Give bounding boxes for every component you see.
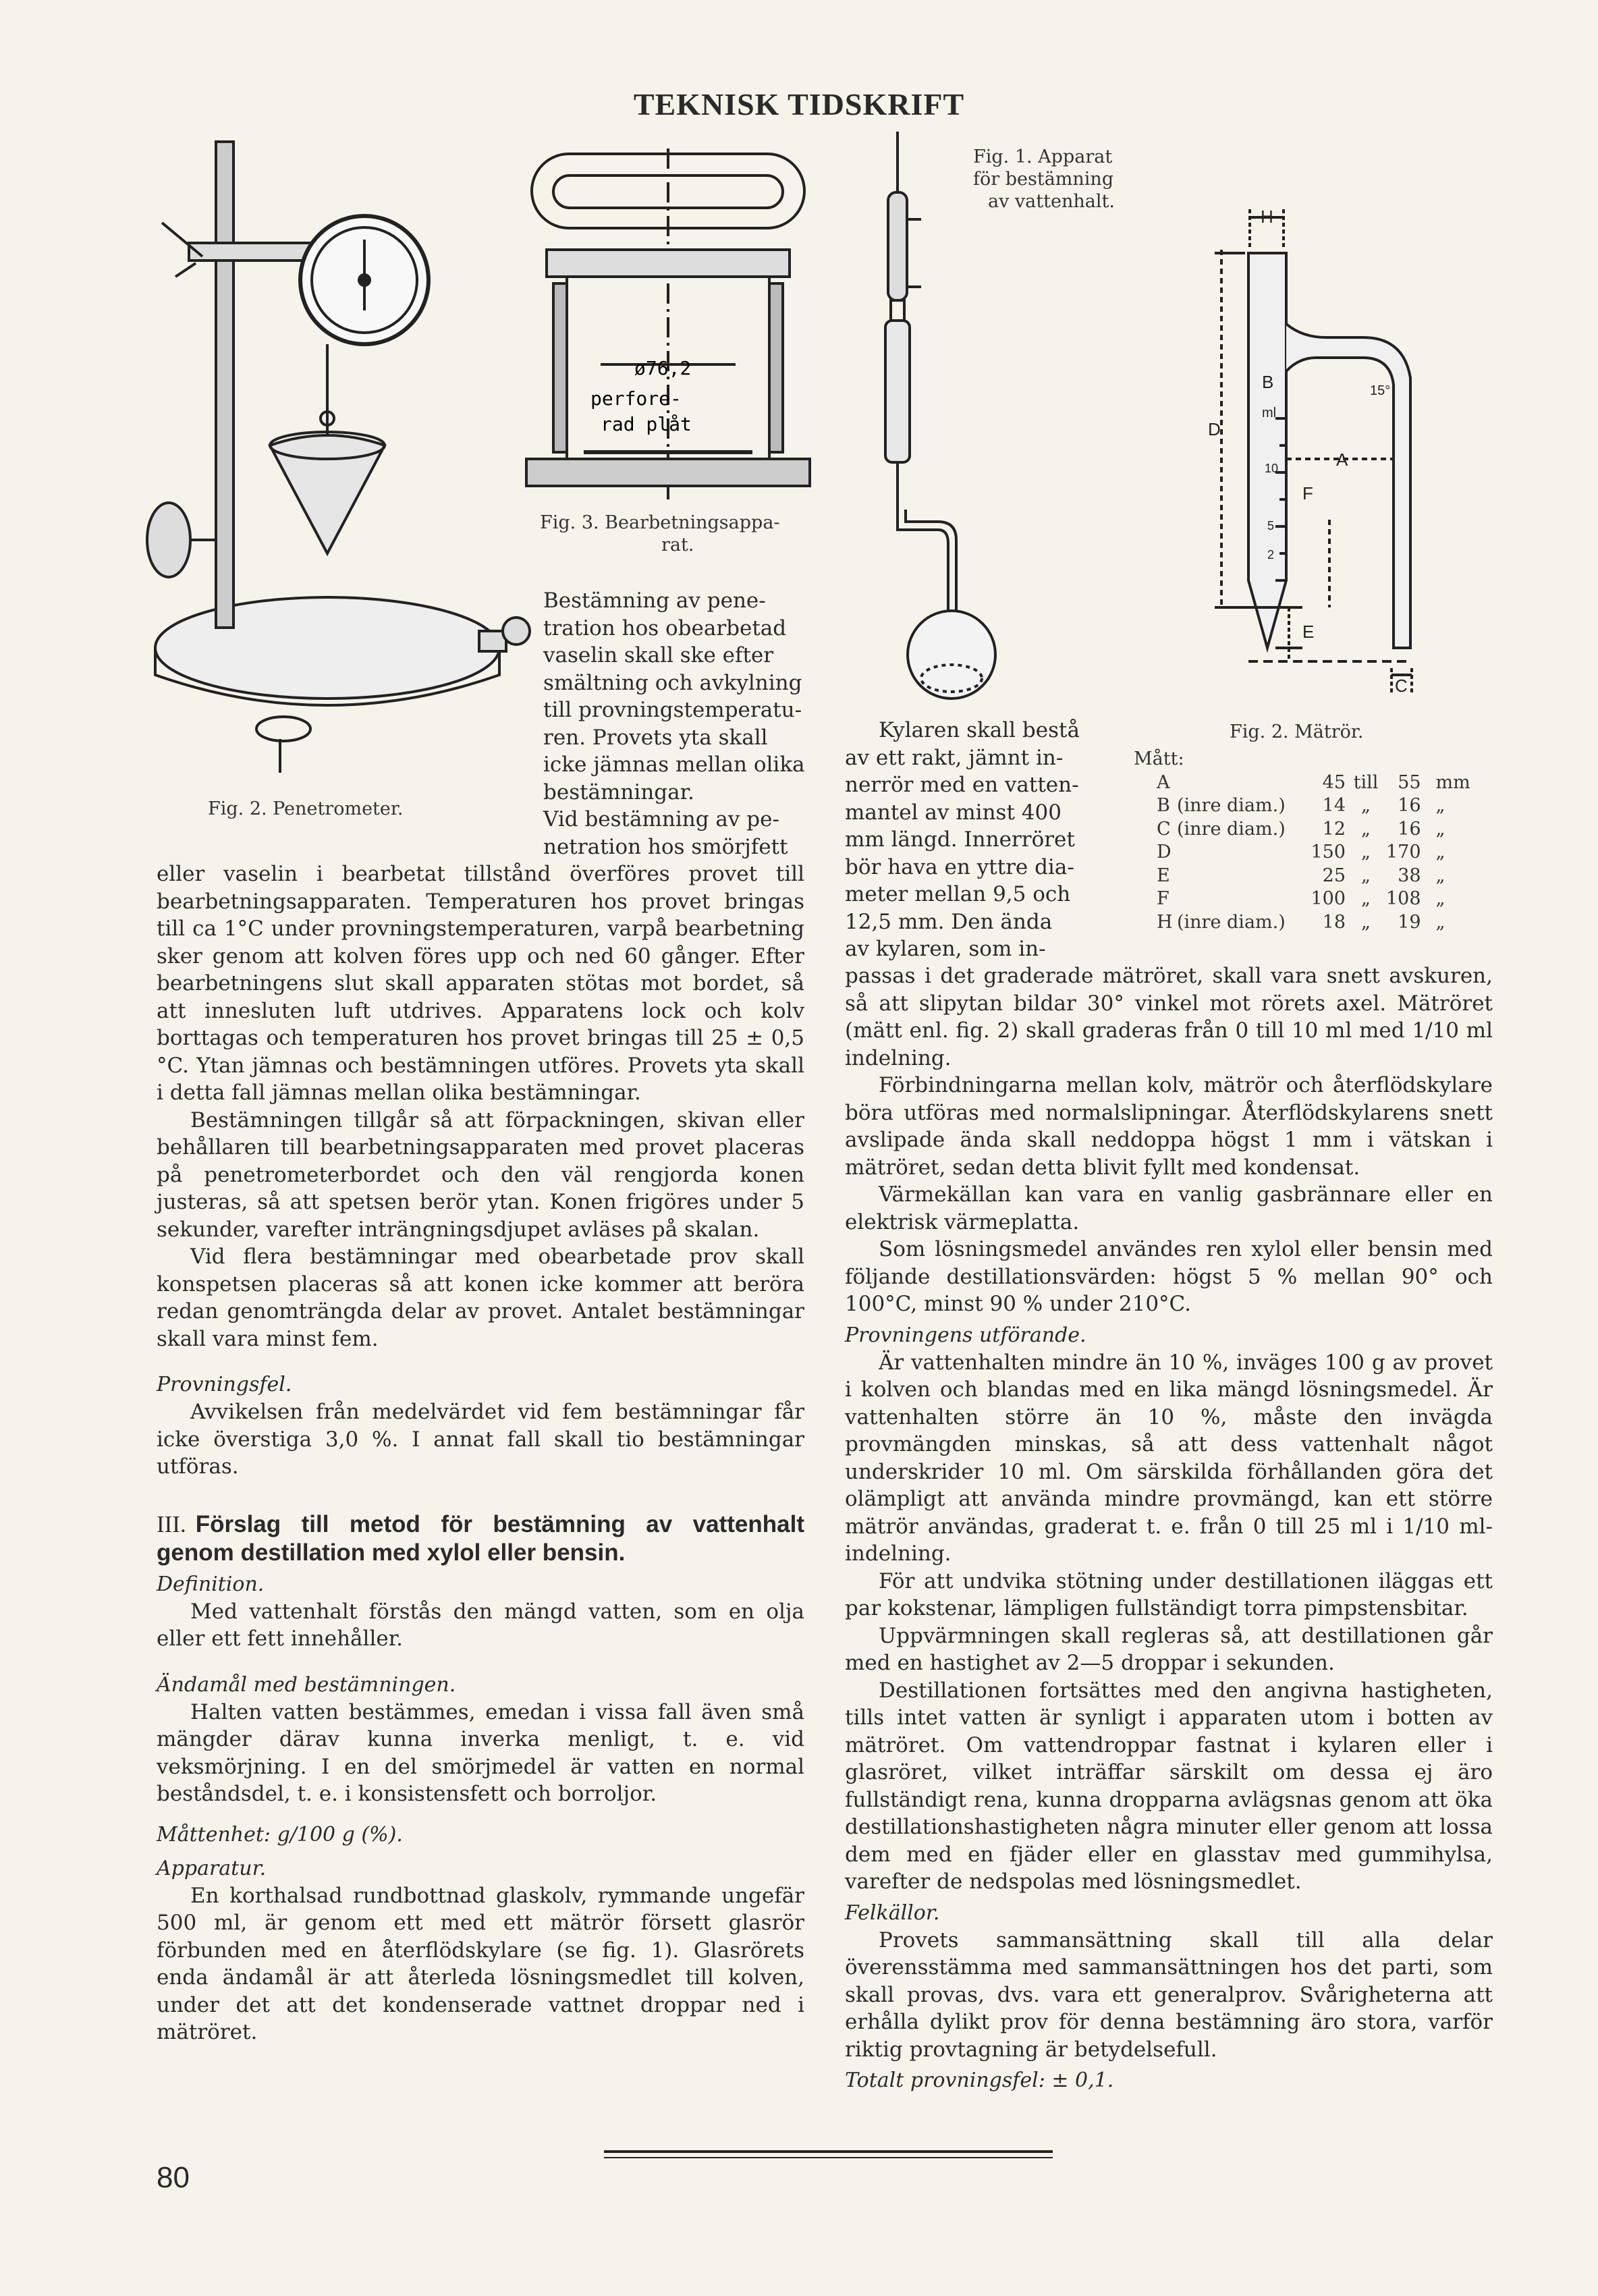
matt-sep: „ bbox=[1361, 865, 1371, 886]
matt-row bbox=[1157, 865, 1521, 888]
matror-label-2: 2 bbox=[1267, 548, 1275, 562]
matror-label-10: 10 bbox=[1265, 462, 1279, 475]
matt-note bbox=[1177, 841, 1292, 865]
fig1-caption-line-1: Fig. 1. Apparat bbox=[973, 146, 1113, 167]
footer-rule bbox=[604, 2150, 1053, 2153]
matt-row bbox=[1157, 911, 1521, 935]
matror-figure bbox=[1208, 202, 1451, 715]
bearbetningsapparat-figure bbox=[526, 148, 810, 499]
right-paragraph: Värmekällan kan vara en vanlig gasbrännare eller en elektrisk värmeplatta. bbox=[845, 1182, 1493, 1234]
left-narrow-text bbox=[543, 587, 810, 860]
left-narrow-line: Bestämning av pene- bbox=[543, 589, 766, 613]
matt-to: 38 bbox=[1398, 865, 1421, 886]
right-narrow-line: meter mellan 9,5 och bbox=[845, 882, 1071, 906]
matror-label-E: E bbox=[1302, 622, 1315, 642]
left-paragraph: Halten vatten bestämmes, emedan i vissa fall även små mängder därav kunna inverka menligt, t. e. vid veksmörjning. I en del smörjmedel är vatten en normal beståndsdel, t. e. i konsistensfett och borroljor. bbox=[157, 1699, 804, 1806]
penetrometer-figure bbox=[148, 135, 526, 783]
right-paragraph: Provets sammansättning skall till alla delar överensstämma med sammansättningen hos det parti, som skall provas, dvs. vara ett generalprov. Svårigheterna att erhålla dylikt prov för denna bestämning äro stora, varför riktig provtagning är betydelsefull. bbox=[845, 1928, 1493, 2062]
section-heading bbox=[157, 1510, 804, 1567]
matt-sep: „ bbox=[1361, 818, 1371, 840]
fig3-perf-label-1: perfore- bbox=[590, 387, 682, 410]
right-paragraph: passas i det graderade mätröret, skall vara snett avskuren, så att slipytan bildar 30° vinkel mot rörets axel. Mätröret (mätt enl. fig. 2) skall graderas från 0 till 10 ml med 1/10 ml indelning. bbox=[845, 964, 1493, 1070]
subheading-mattenhet: Måttenhet: g/100 g (%). bbox=[157, 1822, 403, 1847]
matt-unit: „ bbox=[1435, 818, 1445, 840]
matt-note bbox=[1177, 887, 1292, 911]
matror-label-D: D bbox=[1208, 419, 1221, 439]
matt-from: 45 bbox=[1322, 771, 1346, 793]
right-narrow-line: av kylaren, som in- bbox=[845, 937, 1046, 961]
subheading-apparatur: Apparatur. bbox=[157, 1856, 267, 1880]
subheading-provningens-utforande: Provningens utförande. bbox=[845, 1323, 1086, 1347]
subheading-definition: Definition. bbox=[157, 1572, 265, 1596]
matt-to: 55 bbox=[1398, 771, 1421, 793]
matt-key: F bbox=[1157, 888, 1169, 909]
fig2-caption: Fig. 2. Penetrometer. bbox=[208, 798, 404, 819]
matt-to: 170 bbox=[1386, 842, 1421, 863]
matror-label-A: A bbox=[1336, 449, 1348, 470]
matt-to: 16 bbox=[1398, 818, 1421, 840]
fig3-caption-line-2: rat. bbox=[661, 535, 694, 555]
right-paragraph: Förbindningarna mellan kolv, mätrör och återflödskylare böra utföras med normalslipningar. Återflödskylarens snett avslipade ända skall neddoppa högst 1 mm i vätskan i mätröret, sedan detta blivit fyllt med kondensat. bbox=[845, 1073, 1493, 1180]
fig1-caption-line-2: för bestämning bbox=[973, 169, 1114, 190]
left-narrow-line: till provningstemperatu- bbox=[543, 698, 802, 722]
matt-unit: „ bbox=[1435, 842, 1445, 863]
subheading-provningsfel: Provningsfel. bbox=[157, 1373, 292, 1396]
matt-unit: „ bbox=[1435, 865, 1445, 886]
fig3-perf-label-2: rad plåt bbox=[601, 413, 692, 435]
page-number: 80 bbox=[157, 2161, 190, 2194]
right-paragraph: Är vattenhalten mindre än 10 %, inväges 100 g av provet i kolven och blandas med en lika mängd lösningsmedel. Är vattenhalten större än 10 %, måste den invägda provmängden minskas, så att dess vattenhalt något underskrider 10 ml. Om särskilda förhållanden göra det olämpligt att använda mindre provmängd, kan ett större mätrör användas, graderat t. e. från 0 till 25 ml i 1/10 ml-indelning. bbox=[845, 1350, 1493, 1566]
matt-row bbox=[1157, 818, 1521, 842]
matt-unit: „ bbox=[1435, 911, 1445, 933]
matt-key: A bbox=[1157, 771, 1170, 793]
footer-rule-thin bbox=[604, 2157, 1053, 2158]
matt-title: Mått: bbox=[1134, 748, 1184, 769]
matt-key: E bbox=[1157, 865, 1170, 886]
matt-from: 18 bbox=[1322, 911, 1346, 933]
matror-label-H: H bbox=[1261, 207, 1273, 227]
destillation-apparatus-figure bbox=[871, 132, 1019, 705]
left-narrow-line: bestämningar. bbox=[543, 780, 694, 804]
left-paragraph: Vid flera bestämningar med obearbetade prov skall konspetsen placeras så att konen icke kommer att beröra redan genomträngda delar av provet. Antalet bestämningar skall vara minst fem. bbox=[157, 1245, 804, 1351]
matt-from: 25 bbox=[1322, 865, 1346, 886]
subheading-felkallor: Felkällor. bbox=[845, 1901, 940, 1925]
matror-label-B: B bbox=[1262, 372, 1274, 392]
right-narrow-text bbox=[845, 717, 1101, 963]
matt-row bbox=[1157, 771, 1521, 795]
matt-unit: „ bbox=[1435, 888, 1445, 909]
left-paragraph: Avvikelsen från medelvärdet vid fem bestämningar får icke överstiga 3,0 %. I annat fall skall tio bestämningar utföras. bbox=[157, 1400, 804, 1479]
right-narrow-line: av ett rakt, jämnt in- bbox=[845, 745, 1064, 770]
right-paragraph: För att undvika stötning under destillationen iläggas ett par kokstenar, lämpligen fullständigt torra pimpstensbitar. bbox=[845, 1568, 1493, 1620]
fig2b-caption: Fig. 2. Mätrör. bbox=[1230, 721, 1364, 742]
matror-label-5: 5 bbox=[1267, 519, 1275, 532]
matt-row bbox=[1157, 841, 1521, 865]
matt-note bbox=[1177, 865, 1292, 888]
right-narrow-line: 12,5 mm. Den ända bbox=[845, 909, 1053, 934]
matt-table bbox=[1134, 748, 1498, 934]
matt-key: B bbox=[1157, 795, 1170, 816]
right-column bbox=[845, 962, 1493, 2094]
right-paragraph: Uppvärmningen skall regleras så, att destillationen går med en hastighet av 2—5 droppar i sekunden. bbox=[845, 1623, 1493, 1675]
matt-from: 150 bbox=[1311, 842, 1346, 863]
matt-note: (inre diam.) bbox=[1177, 795, 1286, 816]
subheading-andamal: Ändamål med bestämningen. bbox=[157, 1672, 456, 1697]
section-number: III. bbox=[157, 1510, 186, 1537]
left-paragraph: Bestämningen tillgår så att förpackningen, skivan eller behållaren till bearbetningsapparaten med provet placeras på penetrometerbordet och den väl rengjorda konen justeras, så att spetsen berör ytan. Konen frigöres under 5 sekunder, varefter inträngningsdjupet avläses på skalan. bbox=[157, 1108, 804, 1242]
left-narrow-line: Vid bestämning av pe- bbox=[543, 807, 779, 831]
matror-label-C: C bbox=[1395, 676, 1408, 696]
fig3-caption-line-1: Fig. 3. Bearbetningsappa- bbox=[540, 512, 780, 533]
subheading-totalt-provningsfel: Totalt provningsfel: ± 0,1. bbox=[845, 2069, 1114, 2092]
matt-note: (inre diam.) bbox=[1177, 818, 1286, 840]
left-narrow-line: vaselin skall ske efter bbox=[543, 643, 774, 667]
matror-label-angle: 15° bbox=[1370, 383, 1391, 398]
left-column bbox=[157, 860, 804, 2046]
left-narrow-line: ren. Provets yta skall bbox=[543, 725, 768, 750]
matt-unit: mm bbox=[1435, 771, 1470, 793]
right-narrow-line: nerrör med en vatten- bbox=[845, 773, 1079, 797]
left-paragraph: En korthalsad rundbottnad glaskolv, rymmande ungefär 500 ml, är genom ett med ett mätrör försett glasrör förbunden med en återflödskylare (se fig. 1). Glasrörets enda ändamål är att återleda lösningsmedlet till kolven, under det att det kondenserade vattnet droppar ned i mätröret. bbox=[157, 1883, 804, 2044]
matt-key: C bbox=[1157, 818, 1171, 840]
right-paragraph: Destillationen fortsättes med den angivna hastigheten, tills intet vatten är synligt i apparaten utom i botten av mätröret. Om vattendroppar fastnat i kylaren eller i glasröret, vilket inträffar särskilt om dessa ej äro fullständigt rena, kunna dropparna avlägsnas genom att öka destillationshastigheten några minuter eller genom att lossa dem med en fjäder eller en glasstav med gummihylsa, varefter de nedspolas med lösningsmedlet. bbox=[845, 1678, 1493, 1894]
matt-rows bbox=[1157, 771, 1521, 935]
left-narrow-line: icke jämnas mellan olika bbox=[543, 753, 805, 777]
left-narrow-line: tration hos obearbetad bbox=[543, 616, 787, 640]
matt-key: H bbox=[1157, 911, 1173, 933]
journal-header: TEKNISK TIDSKRIFT bbox=[633, 87, 965, 121]
left-paragraph: Med vattenhalt förstås den mängd vatten, som en olja eller ett fett innehåller. bbox=[157, 1599, 804, 1651]
right-paragraph: Som lösningsmedel användes ren xylol eller bensin med följande destillationsvärden: högst 5 % mellan 90° och 100°C, minst 90 % under 210°C. bbox=[845, 1237, 1493, 1316]
matt-note bbox=[1177, 771, 1292, 795]
matt-sep: „ bbox=[1361, 911, 1371, 933]
matt-from: 100 bbox=[1311, 888, 1346, 909]
section-title: Förslag till metod för bestämning av vattenhalt genom destillation med xylol eller bensin. bbox=[157, 1510, 804, 1566]
fig3-diam-label: ø76,2 bbox=[634, 357, 692, 379]
right-narrow-line: mm längd. Innerröret bbox=[845, 827, 1075, 852]
matt-to: 108 bbox=[1386, 888, 1421, 909]
matt-sep: „ bbox=[1361, 888, 1371, 909]
matt-to: 19 bbox=[1398, 911, 1421, 933]
left-narrow-line: netration hos smörjfett bbox=[543, 834, 788, 859]
left-paragraph: eller vaselin i bearbetat tillstånd överföres provet till bearbetningsapparaten. Temperaturen hos provet bringas till ca 1°C under provningstemperaturen, varpå bearbetning sker genom att kolven föres upp och ned 60 gånger. Efter bearbetningens slut skall apparaten stötas mot bordet, så att innesluten luft utdrives. Apparatens lock och kolv borttagas och temperaturen hos provet bringas till 25 ± 0,5 °C. Ytan jämnas och bestämningen utföres. Provets yta skall i detta fall jämnas mellan olika bestämningar. bbox=[157, 862, 804, 1105]
matt-to: 16 bbox=[1398, 795, 1421, 816]
matt-sep: till bbox=[1353, 771, 1379, 793]
matt-unit: „ bbox=[1435, 795, 1445, 816]
matt-row bbox=[1157, 794, 1521, 818]
fig1-caption-line-3: av vattenhalt. bbox=[988, 191, 1115, 212]
matror-label-ml: ml bbox=[1262, 406, 1277, 420]
matt-row bbox=[1157, 887, 1521, 911]
fig3-caption bbox=[540, 512, 823, 556]
matror-label-F: F bbox=[1302, 483, 1313, 503]
matt-sep: „ bbox=[1361, 795, 1371, 816]
matt-note: (inre diam.) bbox=[1177, 911, 1286, 933]
right-narrow-line: mantel av minst 400 bbox=[845, 800, 1062, 825]
matt-from: 14 bbox=[1322, 795, 1346, 816]
matt-from: 12 bbox=[1322, 818, 1346, 840]
matt-key: D bbox=[1157, 842, 1172, 863]
matt-sep: „ bbox=[1361, 842, 1371, 863]
right-narrow-line: Kylaren skall bestå bbox=[879, 718, 1080, 742]
right-narrow-line: bör hava en yttre dia- bbox=[845, 854, 1074, 879]
left-narrow-line: smältning och avkylning bbox=[543, 670, 802, 695]
